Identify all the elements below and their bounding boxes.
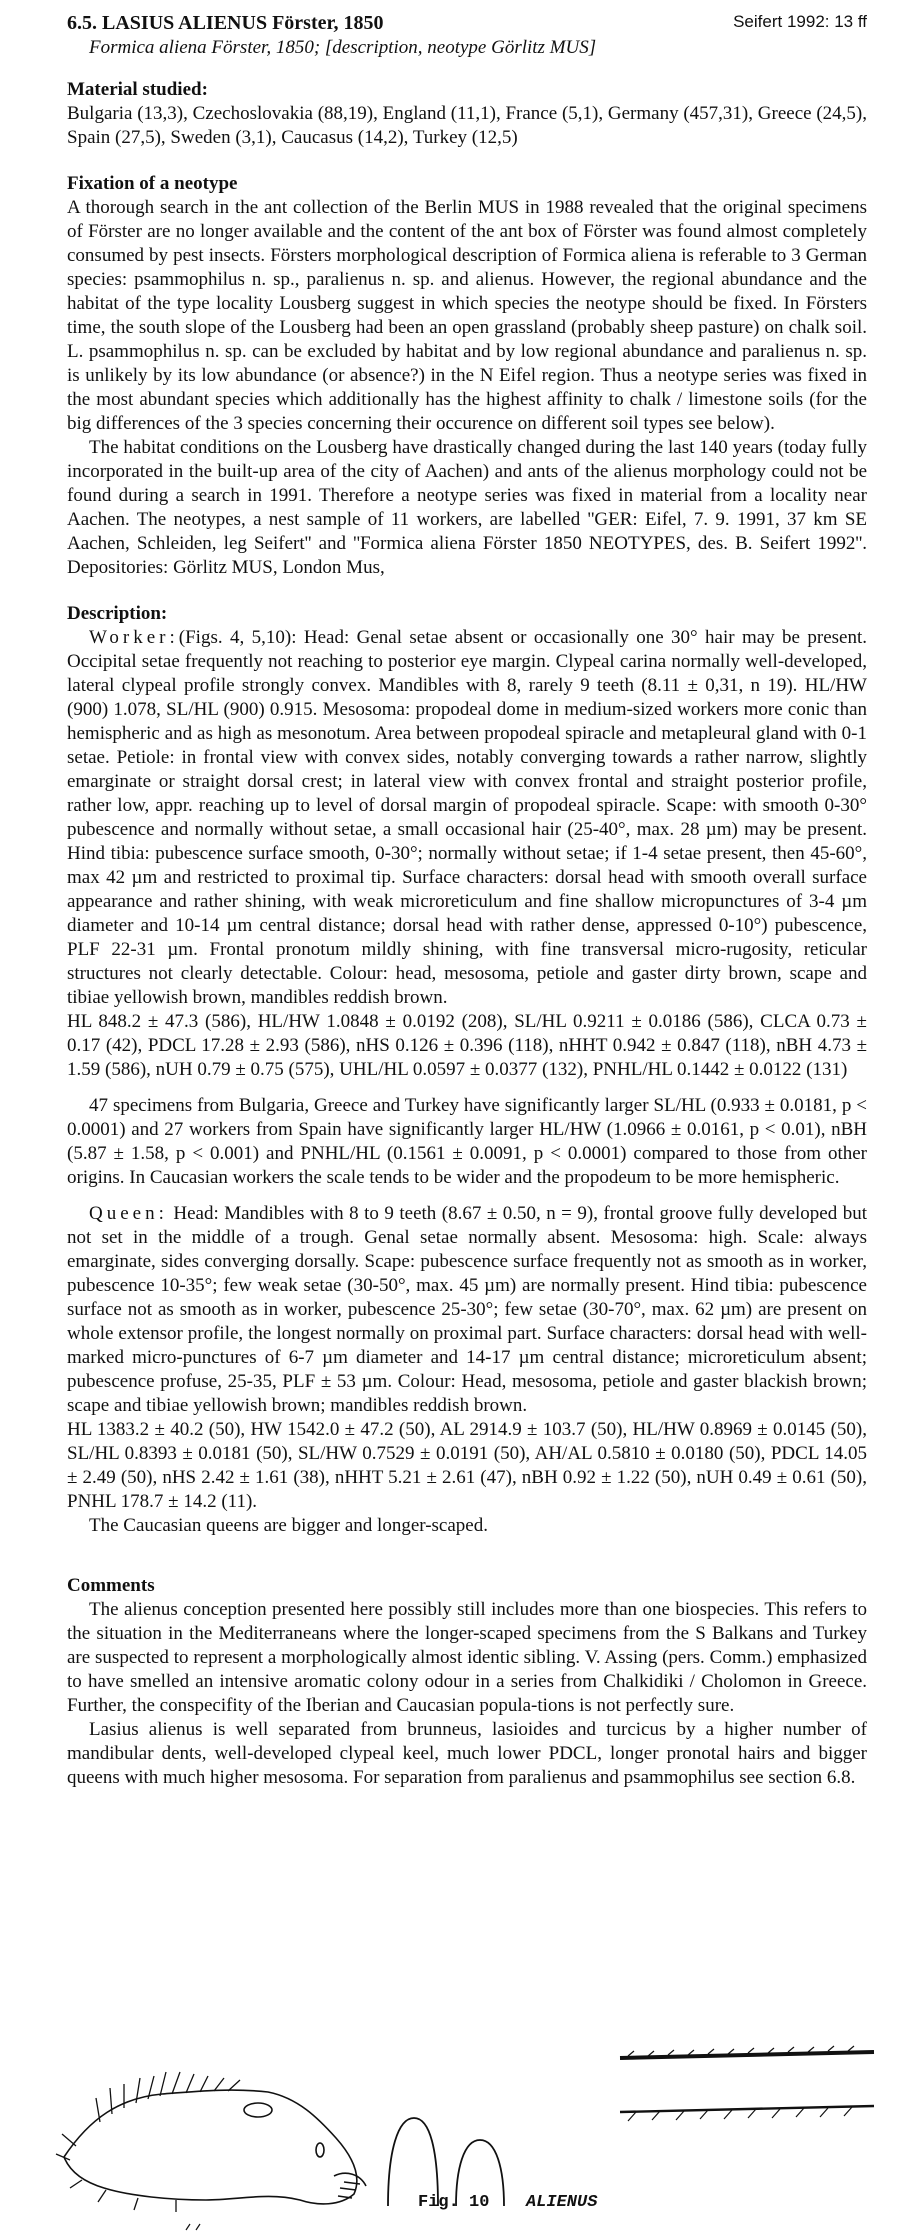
fixation-paragraph-2: The habitat conditions on the Lousberg have drastically changed during the last 140 years (today fully incorporated in the built-up area of the city of Aachen) and ants of the alienus morphology could not be found during a search in 1991. Therefore a neotype series was fixed in material from a locality near Aachen. The neotypes, a nest sample of 11 workers, are labelled ''GER: Eifel, 7. 9. 1991, 37 km SE Aachen, Schleiden, leg Seifert'' and ''Formica aliena Förster 1850 NEOTYPES, des. B. Seifert 1992''. Depositories: Görlitz MUS, London Mus, [67,437,867,578]
figure-10-drawings [0,2000,900,2234]
page-edge-marks [186,2224,200,2230]
queen-label: Queen: [89,1203,168,1224]
queen-description [67,1202,867,1418]
page-content [67,12,867,1790]
head-profile-drawing [56,2072,366,2212]
material-text: Bulgaria (13,3), Czechoslovakia (88,19), England (11,1), France (5,1), Germany (457,31), Greece (24,5), Spain (27,5), Sweden (3,1), Caucasus (14,2), Turkey (12,5) [67,103,867,148]
worker-description [67,626,867,1010]
queen-measurements: HL 1383.2 ± 40.2 (50), HW 1542.0 ± 47.2 (50), AL 2914.9 ± 103.7 (50), HL/HW 0.8969 ± 0.0145 (50), SL/HL 0.8393 ± 0.0181 (50), SL/HW 0.7529 ± 0.0191 (50), AH/AL 0.5810 ± 0.0180 (50), PDCL 14.05 ± 2.49 (50), nHS 2.42 ± 1.61 (38), nHHT 5.21 ± 2.61 (47), nBH 0.92 ± 1.22 (50), nUH 0.49 ± 0.61 (50), PNHL 178.7 ± 14.2 (11). [67,1419,867,1512]
fixation-heading: Fixation of a neotype [67,173,238,194]
section-header [67,12,867,36]
worker-text: (Figs. 4, 5,10): Head: Genal setae absent or occasionally one 30° hair may be present. Occipital setae frequently not reaching to posterior eye margin. Clypeal carina normally well-developed, lateral clypeal profile strongly convex. Mandibles with 8, rarely 9 teeth (8.11 ± 0,31, n 19). HL/HW (900) 1.078, SL/HL (900) 0.915. Mesosoma: propodeal dome in medium-sized workers more conic than hemispheric and as high as mesonotum. Area between propodeal spiracle and metapleural gland with 0-1 setae. Petiole: in frontal view with convex sides, notably converging towards a rather narrow, slightly emarginate or straight dorsal crest; in lateral view with convex frontal and straight posterior profile, rather low, appr. reaching up to level of dorsal margin of propodeal spiracle. Scape: with smooth 0-30° pubescence and normally without setae, a small occasional hair (25-40°, max. 28 µm) may be present. Hind tibia: pubescence surface smooth, 0-30°; normally without setae; if 1-4 setae present, then 45-60°, max 42 µm and restricted to proximal tip. Surface characters: dorsal head with smooth overall surface appearance and rather shining, with weak microreticulum and fine shallow micropunctures of 3-4 µm diameter and 10-14 µm central distance; dorsal head with rather dense, appressed 0-10°) pubescence, PLF 22-31 µm. Frontal pronotum mildly shining, with fine transversal micro-rugosity, reticular structures not clearly detectable. Colour: head, mesosoma, petiole and gaster dirty brown, scape and tibiae yellowish brown, mandibles reddish brown. [67,627,867,1008]
description-heading: Description: [67,603,168,624]
comments-paragraph-1: The alienus conception presented here possibly still includes more than one biospecies. This refers to the situation in the Mediterraneans where the longer-scaped specimens from the S Balkans and Turkey are suspected to represent a morphologically almost identic sibling. V. Assing (pers. Comm.) emphasized to have smelled an intensive aromatic colony odour in a series from Chalkidiki / Cholomon in Greece. Further, the conspecifity of the Iberian and Caucasian popula-tions is not perfectly sure. [67,1599,867,1716]
material-heading: Material studied: [67,79,208,100]
worker-measurements: HL 848.2 ± 47.3 (586), HL/HW 1.0848 ± 0.0192 (208), SL/HL 0.9211 ± 0.0186 (586), CLCA 0.73 ± 0.17 (42), PDCL 17.28 ± 2.93 (586), nHS 0.126 ± 0.396 (118), nHHT 0.942 ± 0.847 (118), nBH 4.73 ± 1.59 (586), nUH 0.79 ± 0.75 (575), UHL/HL 0.0597 ± 0.0377 (132), PNHL/HL 0.1442 ± 0.0122 (131) [67,1011,867,1080]
regional-variation: 47 specimens from Bulgaria, Greece and Turkey have significantly larger SL/HL (0.933 ± 0.0181, p < 0.0001) and 27 workers from Spain have significantly larger HL/HW (1.0966 ± 0.0161, p < 0.01), nBH (5.87 ± 1.58, p < 0.001) and PNHL/HL (0.1561 ± 0.0091, p < 0.0001) compared to those from other origins. In Caucasian workers the scale tends to be wider and the propodeum to be more hemispheric. [67,1095,867,1188]
section-title: 6.5. LASIUS ALIENUS Förster, 1850 [67,12,384,34]
comments-heading: Comments [67,1575,155,1596]
reference: Seifert 1992: 13 ff [733,12,867,31]
queen-text: Head: Mandibles with 8 to 9 teeth (8.67 ± 0.50, n = 9), frontal groove fully developed but not set in the middle of a trough. Genal setae normally absent. Mesosoma: high. Scale: always emarginate, sides converging dorsally. Scape: pubescence surface frequently not as smooth as in worker, pubescence 10-35°; few weak setae (30-50°, max. 45 µm) are normally present. Hind tibia: pubescence surface not as smooth as in worker, pubescence 25-30°; few setae (30-70°, max. 62 µm) are present on whole extensor profile, the longest normally on proximal part. Surface characters: dorsal head with well-marked micro-punctures of 6-7 µm diameter and 14-17 µm central distance; microreticulum absent; pubescence profuse, 25-35, PLF ± 53 µm. Colour: Head, mesosoma, petiole and gaster blackish brown; scape and tibiae yellowish brown; mandibles reddish brown. [67,1203,867,1416]
figure-name: ALIENUS [526,2193,598,2212]
worker-label: Worker: [89,627,179,648]
fixation-paragraph-1: A thorough search in the ant collection of the Berlin MUS in 1988 revealed that the original specimens of Förster are no longer available and the content of the ant box of Förster was found almost completely consumed by pest insects. Försters morphological description of Formica aliena is referable to 3 German species: psammophilus n. sp., paralienus n. sp. and alienus. However, the regional abundance and the habitat of the type locality Lousberg suggest in which species the neotype should be fixed. In Försters time, the south slope of the Lousberg had been an open grassland (probably sheep pasture) on chalk soil. L. psammophilus n. sp. can be excluded by habitat and by low regional abundance and paralienus n. sp. is unlikely by its low abundance (or absence?) in the N Eifel region. Thus a neotype series was fixed in the most abundant species which additionally has the highest affinity to chalk / limestone soils (for the big differences of the 3 species concerning their occurence on different soil types see below). [67,197,867,434]
synonym-line: Formica aliena Förster, 1850; [description, neotype Görlitz MUS] [89,37,597,58]
comments-paragraph-2: Lasius alienus is well separated from brunneus, lasioides and turcicus by a higher number of mandibular dents, well-developed clypeal keel, much lower PDCL, longer pronotal hairs and bigger queens with much higher mesosoma. For separation from paralienus and psammophilus see section 6.8. [67,1719,867,1788]
caucasian-note: The Caucasian queens are bigger and longer-scaped. [89,1515,488,1536]
tibia-profile-drawing [620,2046,874,2121]
figure-label: Fig. 10 [418,2193,490,2212]
